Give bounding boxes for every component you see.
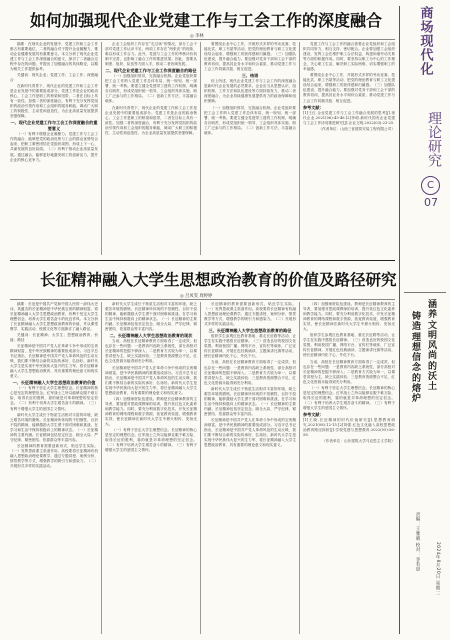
article2-col3-text: 长征精神的教育需要创新形式，贴近学生实际。（一）发挥思政课主渠道作用。高校要将长征精神有机融入思想政治理论课教学，通过专题讲授、案例分析、情景教学等方式，增强教学的吸引力和感染力。（二）开展形式多样的实践活动。	[204, 302, 296, 327]
article2-author: ◎ 吕凤雯 周婷婷	[180, 294, 213, 299]
section-name: 理论研究	[426, 111, 442, 167]
article2-refs-title: 参考文献：	[303, 411, 324, 417]
section-letter-badge: C	[421, 176, 440, 195]
article2-column-3	[204, 302, 296, 636]
masthead-logo	[404, 6, 446, 76]
article1-section-1: 一、现代企业党建工作与工会工作深度融合的重要意义	[10, 120, 98, 132]
article2-keywords: 关键词：长征精神；大学生；思想政治教育；价值；路径	[10, 333, 98, 342]
pullquote-left: 铸造理想信念的熔炉	[411, 312, 421, 405]
divider	[101, 42, 102, 255]
article1-section-3: 三、结语	[241, 73, 259, 79]
article2-col2-text: 新时代大学生成长于物质生活相对丰富的环境，缺乏艰苦环境的磨炼。长征精神所体现的不怕牺牲、百折不挠的精神，能够激励大学生勇于面对困难和挑战，在学习和生活中保持积极向上的精神状态。（一）长征精神的主要内涵。长征精神包括坚定信念、顾全大局、严守纪律、紧密团结、依靠群众等丰富内容。	[105, 302, 197, 332]
article2-col3b-text: 组织学生参观红色教育基地、重走长征路等活动，让学生在实践中感悟长征精神。（三）营造良好的校园文化氛围。利用校园广播、网络平台、宣传栏等载体，广泛宣传长征精神，开展红色经典诵读、主题演讲比赛等活动，使长征精神内化于心、外化于行。	[204, 334, 296, 359]
article1-keywords: 关键词：现代企业；党建工作；工会工作；深度融合	[10, 73, 98, 82]
article2-col2e-text: （一）有利于坚定大学生理想信念。长征精神的核心是坚定的理想信念。红军战士之所以能够克服千难万险，取得长征的胜利，靠的就是对革命理想的坚定信念。（二）有利于培养大学生艰苦奋斗的精神。（三）有利于增强大学生的爱国主义情怀。	[105, 428, 197, 453]
masthead-brand: 商场现代化	[417, 6, 433, 76]
divider	[299, 302, 300, 634]
article1-column-1	[10, 42, 98, 257]
page-number: 07	[424, 196, 438, 209]
article1-col3-text: 要围绕企业中心工作，开展形式多样的劳动竞赛、技能比武、职工书屋等活动，把党的理论教育与职工文化建设结合起来，增强职工的获得感和归属感。（三）加强队伍建设，提升融合能力。要加强对党务干部和工会干部的教育培训，提高其业务水平和综合素质，推动党建工作与工会工作同频共振、相互促进。	[204, 42, 296, 72]
strip-divider	[399, 6, 400, 634]
article-separator-rule	[10, 260, 395, 261]
article1-col3c-text: （一）加强组织领导，完善融合机制。企业党组织要把工会工作纳入党建工作总体布局，统一规划、统一部署、统一考核。要建立健全党建带工建的工作机制，明确各自职责，形成党组织统一领导、工会组织具体实施、职工广泛参与的工作格局。（二）创新工作方法，丰富融合载体。	[204, 105, 296, 135]
article2-refs: [1]王晓.长征精神的时代价值研究[J].思想教育研究,2021(08):12-15.[2]刘强.红色文化融入高校思想政治教育路径探析[J].学校党建与思想教育,2022(05):56-58.	[303, 417, 395, 438]
article2-col1b-text: （一）有利于坚定大学生理想信念。长征精神的核心是坚定的理想信念。红军战士之所以能够克服千难万险，取得长征的胜利，靠的就是对革命理想的坚定信念。（二）有利于培养大学生艰苦奋斗的精神。（三）有利于增强大学生的爱国主义情怀。	[10, 386, 98, 411]
article1-column-3	[204, 42, 296, 257]
article1-section-2: 二、现代企业党建工作与工会工作深度融合的路径	[105, 68, 197, 74]
article2-col3e-text: 长征精神是中国共产党人在革命斗争中形成的宝贵精神财富，是中华民族精神的重要组成部分。习近平总书记指出，长征精神是中国共产党人革命风范的生动反映，我们要不断结合新的实际传承好、弘扬好。新时代大学生是实现中华民族伟大复兴的生力军，将长征精神融入大学生思想政治教育，具有重要的理论意义和现实意义。	[204, 417, 296, 448]
article2-col4-text: （四）加强师资队伍建设。教师是长征精神教育的主导者，要加强对思政课教师的培训，提升其红色文化素养和教学能力。同时，要充分利用数字化技术，开发长征精神教育的网络课程和数字资源，拓宽教育渠道，增强教育实效，使长征精神在新时代大学生中薪火相传、发扬光大。	[303, 302, 395, 332]
article2-col3c-text: 当前，高校在长征精神教育方面取得了一定成效，但也存在一些问题：一是教育内容缺乏系统性，部分高校对长征精神的挖掘不够深入；二是教育方式较为单一，以课堂讲授为主，缺乏实践体验；三是教育资源整合不足，红色文化资源未能得到充分利用。	[204, 360, 296, 385]
article2-title-rule	[10, 299, 395, 300]
article2-col1d-text: 长征精神的教育需要创新形式，贴近学生实际。（一）发挥思政课主渠道作用。高校要将长征精神有机融入思想政治理论课教学，通过专题讲授、案例分析、情景教学等方式，增强教学的吸引力和感染力。（二）开展形式多样的实践活动。	[10, 443, 98, 469]
article1-column-4	[303, 42, 395, 257]
article1-abstract: 摘要：在现代企业的发展中，党建工作和工会工作都占有重要地位，二者的融合对于提升企业凝聚力、推动企业健康发展具有重要意义。本文分析了现代企业党建工作与工会工作深度融合的意义，探讨了二者融合过程中存在的问题，并提出了加强融合的具体路径，以期为相关工作提供参考。	[10, 42, 98, 71]
article1-col2c-text: 在新时代背景下，现代企业的党建工作和工会工作是企业发展中的重要组成部分。党建工作是企业的政治核心，工会工作是职工的桥梁和纽带，二者在目标上具有一致性。加强二者的深度融合，有利于充分发挥党组织的政治引领作用和工会组织的服务职能，调动广大职工的积极性、主动性和创造性，为企业高质量发展提供坚强保障。	[105, 105, 197, 135]
article2-col2c-text: 长征精神是中国共产党人在革命斗争中形成的宝贵精神财富，是中华民族精神的重要组成部分。习近平总书记指出，长征精神是中国共产党人革命风范的生动反映，我们要不断结合新的实际传承好、弘扬好。新时代大学生是实现中华民族伟大复兴的生力军，将长征精神融入大学生思想政治教育，具有重要的理论意义和现实意义。	[105, 365, 197, 395]
footer-editor: 责编：王雅晴 校对：李若晨	[415, 512, 420, 572]
article2-col1-text: 长征精神是中国共产党人在革命斗争中形成的宝贵精神财富，是中华民族精神的重要组成部分。习近平总书记指出，长征精神是中国共产党人革命风范的生动反映，我们要不断结合新的实际传承好、弘扬好。新时代大学生是实现中华民族伟大复兴的生力军，将长征精神融入大学生思想政治教育，具有重要的理论意义和现实意义。	[10, 344, 98, 379]
article2-col3d-text: 新时代大学生成长于物质生活相对丰富的环境，缺乏艰苦环境的磨炼。长征精神所体现的不怕牺牲、百折不挠的精神，能够激励大学生勇于面对困难和挑战，在学习和生活中保持积极向上的精神状态。（一）长征精神的主要内涵。长征精神包括坚定信念、顾全大局、严守纪律、紧密团结、依靠群众等丰富内容。	[204, 386, 296, 416]
article1-col2b-text: （一）加强组织领导，完善融合机制。企业党组织要把工会工作纳入党建工作总体布局，统一规划、统一部署、统一考核。要建立健全党建带工建的工作机制，明确各自职责，形成党组织统一领导、工会组织具体实施、职工广泛参与的工作格局。（二）创新工作方法，丰富融合载体。	[105, 74, 197, 104]
article2-abstract: 摘要：长征是中国共产党和中国人民的一部伟大史诗，其蕴含的长征精神是中华民族宝贵的精神财富。将长征精神融入大学生思想政治教育，有利于坚定大学生理想信念、培养大学生艰苦奋斗的优良作风。本文分析了长征精神融入大学生思想政治教育的价值，并从课堂教学、实践活动、校园文化等方面探讨了融入路径。	[10, 302, 98, 331]
footer	[412, 452, 448, 632]
article2-section-1: 一、长征精神融入大学生思想政治教育的价值	[12, 380, 96, 386]
article1-title: 如何加强现代企业党建工作与工会工作的深度融合	[30, 11, 383, 30]
article2-col2d-text: （四）加强师资队伍建设。教师是长征精神教育的主导者，要加强对思政课教师的培训，提升其红色文化素养和教学能力。同时，要充分利用数字化技术，开发长征精神教育的网络课程和数字资源，拓宽教育渠道，增强教育实效，使长征精神在新时代大学生中薪火相传、发扬光大。	[105, 396, 197, 427]
divider	[299, 42, 300, 255]
article1-column-2	[105, 42, 197, 257]
divider	[200, 42, 201, 255]
article2-col4b-text: 组织学生参观红色教育基地、重走长征路等活动，让学生在实践中感悟长征精神。（三）营造良好的校园文化氛围。利用校园广播、网络平台、宣传栏等载体，广泛宣传长征精神，开展红色经典诵读、主题演讲比赛等活动，使长征精神内化于心、外化于行。	[303, 333, 395, 358]
article2-section-2: 二、长征精神融入大学生思想政治教育的现状	[109, 333, 193, 339]
article1-refs: [1]王红.企业党建工作与工会工作融合发展的思考[J].现代企业,2021(06):45-46.[2]李明.新时代国有企业党建与工会工作协同推进研究[J].企业文明,2022(03):23-25.	[303, 110, 395, 125]
article2-col1c-text: 新时代大学生成长于物质生活相对丰富的环境，缺乏艰苦环境的磨炼。长征精神所体现的不怕牺牲、百折不挠的精神，能够激励大学生勇于面对困难和挑战，在学习和生活中保持积极向上的精神状态。（一）长征精神的主要内涵。长征精神包括坚定信念、顾全大局、严守纪律、紧密团结、依靠群众等丰富内容。	[10, 412, 98, 442]
article2-column-4	[303, 302, 395, 636]
article1-col2-text: 企业工会组织工作存在“走过场”的情况，部分工会干部对党建工作认识不足，两项工作存在“两张皮”的现象，难以形成工作合力。此外，党建与工会工作的考核评价机制不完善，也影响了融合工作的推进效果。因此，需要从制度、组织、队伍等方面入手，推动二者协调发展。	[105, 42, 197, 67]
article2-section-3: 三、长征精神融入大学生思想政治教育的路径	[208, 328, 292, 334]
article2-col4d-text: （一）有利于坚定大学生理想信念。长征精神的核心是坚定的理想信念。红军战士之所以能够克服千难万险，取得长征的胜利，靠的就是对革命理想的坚定信念。（二）有利于培养大学生艰苦奋斗的精神。（三）有利于增强大学生的爱国主义情怀。	[303, 385, 395, 410]
article1-author: ◎ 李林	[190, 34, 204, 39]
article2-title: 长征精神融入大学生思想政治教育的价值及路径研究	[40, 270, 397, 289]
article2-col4c-text: 当前，高校在长征精神教育方面取得了一定成效，但也存在一些问题：一是教育内容缺乏系统性，部分高校对长征精神的挖掘不够深入；二是教育方式较为单一，以课堂讲授为主，缺乏实践体验；三是教育资源整合不足，红色文化资源未能得到充分利用。	[303, 359, 395, 384]
divider	[101, 302, 102, 634]
article1-col1-text: 在新时代背景下，现代企业的党建工作和工会工作是企业发展中的重要组成部分。党建工作是企业的政治核心，工会工作是职工的桥梁和纽带，二者在目标上具有一致性。加强二者的深度融合，有利于充分发挥党组织的政治引领作用和工会组织的服务职能，调动广大职工的积极性、主动性和创造性，为企业高质量发展提供坚强保障。	[10, 84, 98, 119]
article1-col3b-text: 综上所述，现代企业党建工作与工会工作的深度融合是新时代企业发展的必然要求。企业应当从思想认识、组织机制、工作方法和队伍建设等方面持续发力，推动二者深度融合，为企业持续健康发展提供有力的政治保障和组织保障。	[204, 79, 296, 104]
article1-col4-text: 党建工作与工会工作的融合需要企业党组织和工会组织共同努力，相互支持、密切配合。企业要加强工会组织建设，发挥工会在维护职工合法权益、构建和谐劳动关系等方面的积极作用。同时，要坚持以职工为中心的工作理念，关心职工生活，解决职工实际困难，切实增强职工的幸福感。	[303, 42, 395, 72]
article1-title-rule	[10, 39, 395, 40]
article1-affiliation: （作者单位：山西三晋建筑安装工程有限公司）	[318, 126, 395, 131]
article1-col4b-text: 要围绕企业中心工作，开展形式多样的劳动竞赛、技能比武、职工书屋等活动，把党的理论教育与职工文化建设结合起来，增强职工的获得感和归属感。（三）加强队伍建设，提升融合能力。要加强对党务干部和工会干部的教育培训，提高其业务水平和综合素质，推动党建工作与工会工作同频共振、相互促进。	[303, 73, 395, 103]
strip-rule	[404, 292, 446, 293]
article1-col1b-text: （一）有利于增强企业凝聚力。党建工作与工会工作的融合，能够把党的政治优势与工会的群众优势结合起来，把职工紧密团结在党组织周围，形成上下一心、共谋发展的良好局面。（二）有利于推动企业高质量发展。通过融合，能够更好地激发职工的创新活力，提升企业的核心竞争力。	[10, 132, 98, 162]
article1-refs-title: 参考文献：	[303, 104, 324, 110]
pullquote-right: 涵养文明风尚的沃土	[427, 300, 437, 393]
article2-col2b-text: 当前，高校在长征精神教育方面取得了一定成效，但也存在一些问题：一是教育内容缺乏系统性，部分高校对长征精神的挖掘不够深入；二是教育方式较为单一，以课堂讲授为主，缺乏实践体验；三是教育资源整合不足，红色文化资源未能得到充分利用。	[105, 339, 197, 364]
article2-affiliation: （作者单位：山东建筑大学马克思主义学院）	[322, 439, 395, 444]
divider	[200, 302, 201, 634]
article2-column-2	[105, 302, 197, 636]
footer-date: 2024年8月20日 星期二	[435, 542, 440, 596]
article2-column-1	[10, 302, 98, 636]
